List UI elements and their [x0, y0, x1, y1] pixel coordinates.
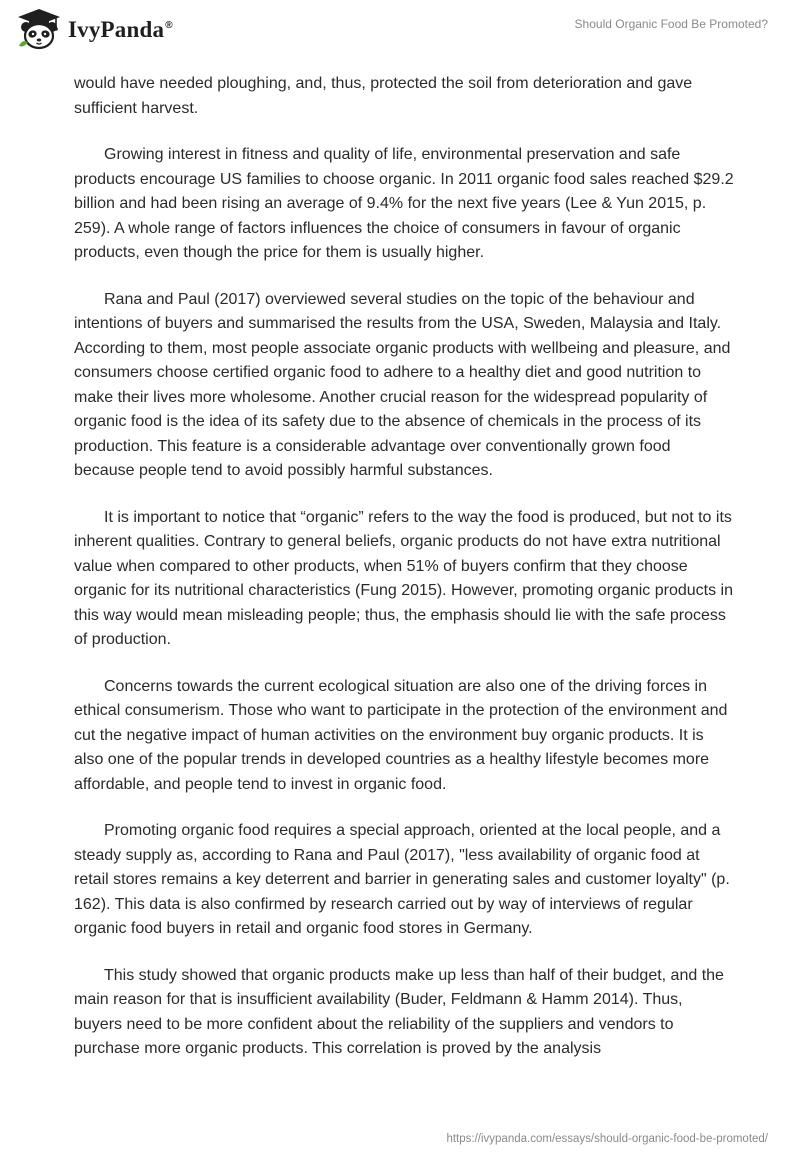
paragraph-continued: would have needed ploughing, and, thus, protected the soil from deterioration and gave sufficient harvest.	[74, 75, 693, 117]
panda-graduation-cap-icon	[16, 6, 62, 52]
source-url-link[interactable]: https://ivypanda.com/essays/should-organic-food-be-promoted/	[446, 1133, 768, 1145]
document-title: Should Organic Food Be Promoted?	[574, 17, 768, 31]
brand-name: IvyPanda®	[68, 17, 173, 42]
brand-logo[interactable]	[16, 6, 173, 52]
paragraph: Concerns towards the current ecological situation are also one of the driving forces in ethical consumerism. Those who want to participate in the protection of the environment and cut the negative impact of human activities on the environment buy organic products. It is also one of the popular trends in developed countries as a healthy lifestyle becomes more affordable, and people tend to invest in organic food.	[74, 677, 728, 793]
paragraph: Growing interest in fitness and quality of life, environmental preservation and safe products encourage US families to choose organic. In 2011 organic food sales reached $29.2 billion and had been rising an average of 9.4% for the next five years (Lee & Yun 2015, p. 259). A whole range of factors influences the choice of consumers in favour of organic products, even though the price for them is usually higher.	[74, 146, 734, 261]
page-header	[0, 0, 800, 62]
paragraph: It is important to notice that “organic” refers to the way the food is produced, but not to its inherent qualities. Contrary to general beliefs, organic products do not have extra nutritional value when compared to other products, when 51% of buyers confirm that they choose organic for its nutritional characteristics (Fung 2015). However, promoting organic products in this way would mean misleading people; thus, the emphasis should lie with the safe process of production.	[74, 508, 733, 648]
registered-mark: ®	[165, 20, 173, 31]
essay-body	[74, 72, 734, 1084]
paragraph: This study showed that organic products make up less than half of their budget, and the main reason for that is insufficient availability (Buder, Feldmann & Hamm 2014). Thus, buyers need to be more confident about the reliability of the suppliers and vendors to purchase more organic products. This correlation is proved by the analysis	[74, 966, 724, 1057]
paragraph: Promoting organic food requires a special approach, oriented at the local people, and a steady supply as, according to Rana and Paul (2017), "less availability of organic food at retail stores remains a key deterrent and barrier in generating sales and customer loyalty" (p. 162). This data is also confirmed by research carried out by way of interviews of regular organic food buyers in retail and organic food stores in Germany.	[74, 822, 730, 937]
paragraph: Rana and Paul (2017) overviewed several studies on the topic of the behaviour and intentions of buyers and summarised the results from the USA, Sweden, Malaysia and Italy. According to them, most people associate organic products with wellbeing and pleasure, and consumers choose certified organic food to adhere to a healthy diet and good nutrition to make their lives more wholesome. Another crucial reason for the widespread popularity of organic food is the idea of its safety due to the absence of chemicals in the process of its production. This feature is a considerable advantage over conventionally grown food because people tend to avoid possibly harmful substances.	[74, 290, 731, 479]
